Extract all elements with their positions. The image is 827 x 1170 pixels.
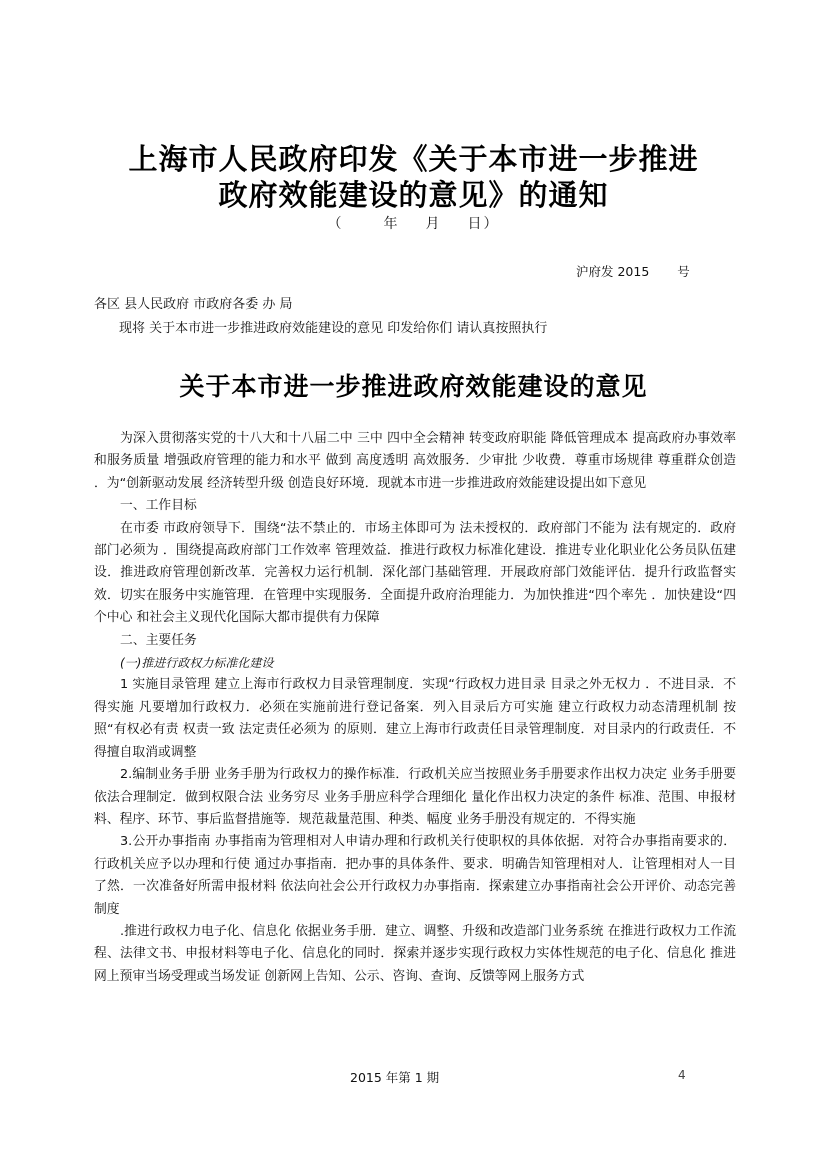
date-month: 月 (425, 216, 442, 232)
notice-title-line-1: 上海市人民政府印发《关于本市进一步推进 (128, 142, 699, 176)
paragraph: 为深入贯彻落实党的十八大和十八届二中 三中 四中全会精神 转变政府职能 降低管理成本 提高政府办事效率和服务质量 增强政府管理的能力和水平 做到 高度透明 高效服务．少审批 少收费．尊重市场规律 尊重群众创造 ．为“创新驱动发展 经济转型升级 创造良好环境．现就本市进一步推进政府效能建设提出如下意见 (94, 431, 736, 491)
paragraph: 2.编制业务手册 业务手册为行政权力的操作标准．行政机关应当按照业务手册要求作出权力决定 业务手册要依法合理制定．做到权限合法 业务穷尽 业务手册应科学合理细化 量化作出权力决定的条件 标准、范围、申报材料、程序、环节、事后监督措施等．规范裁量范围、种类、幅度 业务手册没有规定的．不得实施 (94, 767, 736, 827)
doc-number-suffix: 号 (677, 264, 690, 279)
section-heading: 二、主要任务 (120, 632, 197, 648)
subsection-heading: (一)推进行政权力标准化建设 (120, 656, 274, 671)
date-open: （ (327, 216, 344, 232)
paragraph: 在市委 市政府领导下．围绕“法不禁止的．市场主体即可为 法未授权的．政府部门不能为 法有规定的．政府部门必须为 ．围绕提高政府部门工作效率 管理效益．推进行政权力标准化建设．推进专业化职业化公务员队伍建设．推进政府管理创新改革．完善权力运行机制．深化部门基础管理．开展政府部门效能评估．提升行政监督实效．切实在服务中实施管理．在管理中实现服务．全面提升政府治理能力．为加快推进“四个率先 ．加快建设“四个中心 和社会主义现代化国际大都市提供有力保障 (94, 520, 736, 626)
page-number: 4 (678, 1068, 686, 1082)
notice-title-line-2: 政府效能建设的意见》的通知 (218, 178, 609, 212)
date-year: 年 (383, 216, 400, 232)
section-heading: 一、工作目标 (120, 498, 197, 514)
document-number (576, 262, 690, 280)
document-body (94, 428, 736, 988)
document-heading: 关于本市进一步推进政府效能建设的意见 (179, 372, 648, 401)
issue-footer: 2015 年第 1 期 (350, 1070, 440, 1085)
paragraph: .推进行政权力电子化、信息化 依据业务手册．建立、调整、升级和改造部门业务系统 在推进行政权力工作流程、法律文书、申报材料等电子化、信息化的同时．探索并逐步实现行政权力实体性规范的电子化、信息化 推进网上预审当场受理或当场发证 创新网上告知、公示、咨询、查询、反馈等网上服务方式 (94, 923, 736, 984)
doc-number-prefix: 沪府发 2015 (576, 264, 650, 279)
forward-text: 现将 关于本市进一步推进政府效能建设的意见 印发给你们 请认真按照执行 (119, 321, 548, 336)
paragraph: 1 实施目录管理 建立上海市行政权力目录管理制度．实现“行政权力进目录 目录之外无权力 ．不进目录．不得实施 凡要增加行政权力．必须在实施前进行登记备案．列入目录后方可实施 建立行政权力动态清理机制 按照“有权必有责 权责一致 法定责任必须为 的原则．建立上海市行政责任目录管理制度．对目录内的行政责任．不得擅自取消或调整 (94, 677, 736, 760)
issue-date (0, 213, 827, 233)
salutation: 各区 县人民政府 市政府各委 办 局 (94, 297, 293, 312)
paragraph: 3.公开办事指南 办事指南为管理相对人申请办理和行政机关行使职权的具体依据．对符合办事指南要求的．行政机关应予以办理和行使 通过办事指南．把办事的具体条件、要求．明确告知管理相对人．让管理相对人一目了然．一次准备好所需申报材料 依法向社会公开行政权力办事指南．探索建立办事指南社会公开评价、动态完善制度 (94, 834, 736, 917)
date-day: 日） (467, 216, 500, 232)
